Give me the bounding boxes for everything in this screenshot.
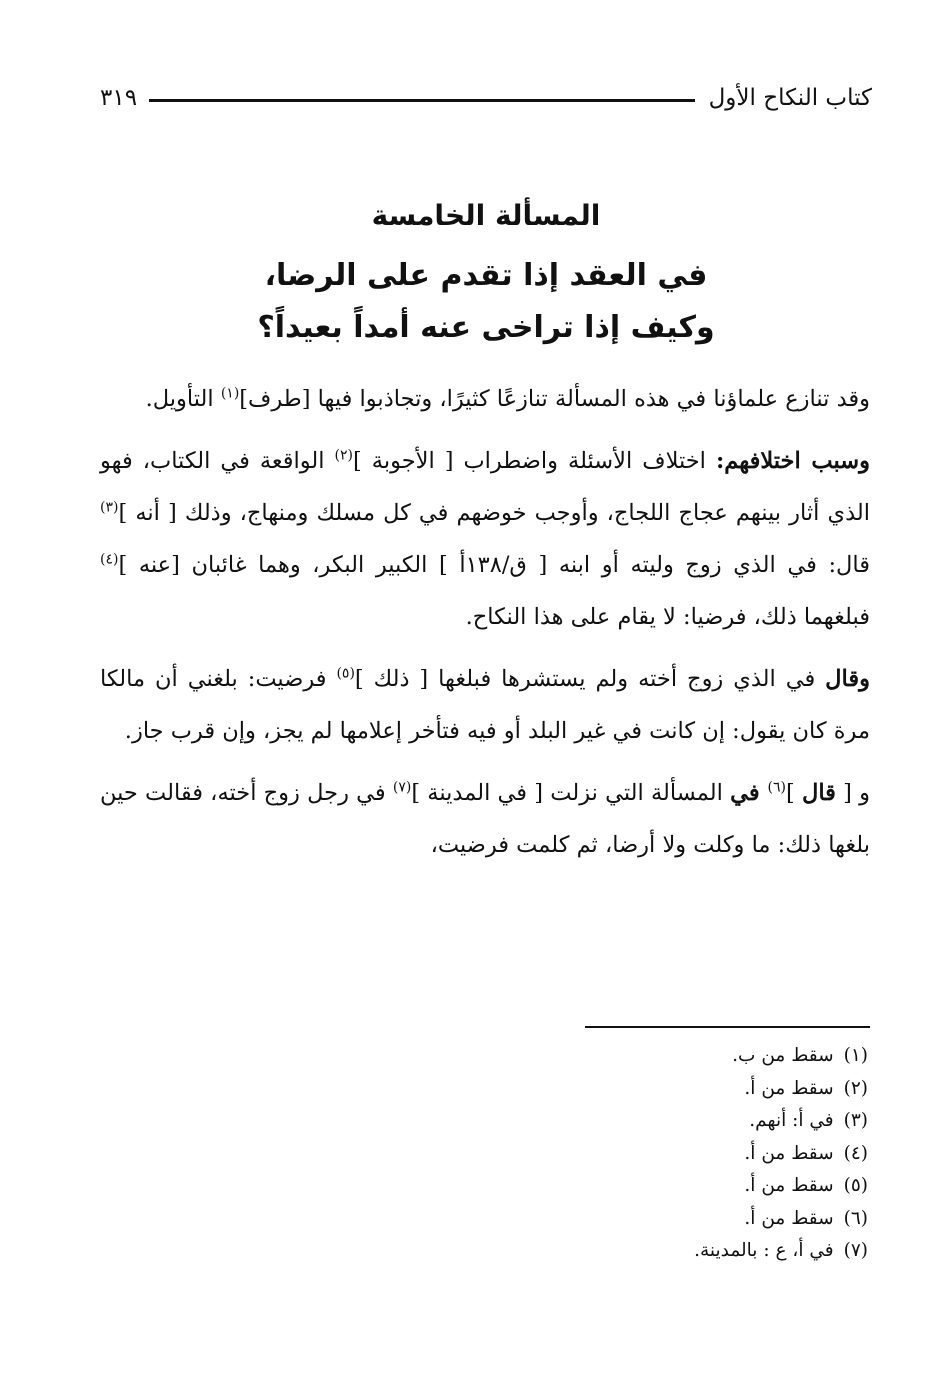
text-run: و [: [835, 780, 870, 806]
footnotes-list: [100, 1040, 868, 1268]
text-run: قال: في الذي زوج وليته أو ابنه [ ق/١٣٨أ ] الكبير البكر، وهما غائبان [عنه ]: [118, 552, 870, 578]
paragraph-lead: قال: [801, 780, 836, 806]
footnote-number: (٧): [843, 1240, 868, 1261]
text-run: الواقعة في الكتاب، فهو الذي أثار بينهم عجاج اللجاج، وأوجب خوضهم في كل مسلك ومنهاج، وذلك [ أنه ]: [100, 448, 870, 526]
footnote-marker: (٣): [100, 499, 119, 516]
text-run: فرضيت: بلغني أن مالكا مرة كان يقول: إن كانت في غير البلد أو فيه فتأخر إعلامها لم يجز، وإن قرب جاز.: [100, 666, 870, 744]
heading-line-1: المسألة الخامسة: [371, 199, 601, 232]
footnote-marker: (٢): [334, 447, 353, 464]
footnote-separator: [585, 1026, 870, 1028]
footnote-number: (١): [843, 1045, 868, 1066]
footnote-marker: (٤): [100, 551, 119, 568]
text-run: التأويل.: [145, 386, 221, 412]
paragraph-4: [100, 767, 870, 871]
footnote-text: سقط من أ.: [744, 1175, 834, 1196]
footnote-number: (٥): [843, 1175, 868, 1196]
footnote-marker: (٥): [336, 665, 355, 682]
text-run: اختلاف الأسئلة واضطراب [ الأجوبة ]: [353, 448, 716, 474]
heading-line-2: في العقد إذا تقدم على الرضا،: [264, 258, 708, 293]
paragraph-lead: في: [730, 780, 768, 806]
footnote-text: سقط من أ.: [744, 1077, 834, 1099]
heading-line-3: وكيف إذا تراخى عنه أمداً بعيداً؟: [257, 310, 715, 345]
footnote-item: [100, 1203, 868, 1236]
text-run: فبلغهما ذلك، فرضيا: لا يقام على هذا النكاح.: [465, 604, 870, 630]
text-run: في رجل زوج أخته، فقالت حين بلغها ذلك: ما وكلت ولا أرضا، ثم كلمت فرضيت،: [100, 780, 870, 858]
text-run: المسألة التي نزلت [ في المدينة ]: [411, 780, 731, 806]
footnote-marker: (٦): [767, 779, 786, 796]
paragraph-3: [100, 653, 870, 757]
footnote-number: (٣): [843, 1110, 868, 1131]
section-heading: [100, 192, 872, 354]
paragraph-lead: وقال: [825, 666, 870, 692]
text-run: وقد تنازع علماؤنا في هذه المسألة تنازعًا كثيرًا، وتجاذبوا فيها [طرف]: [239, 386, 870, 412]
paragraph-lead: وسبب اختلافهم:: [715, 448, 870, 474]
footnote-item: [100, 1105, 868, 1138]
footnote-marker: (٧): [392, 779, 412, 796]
footnote-text: في أ: أنهم.: [749, 1110, 834, 1131]
footnote-text: في أ، ع : بالمدينة.: [694, 1240, 834, 1261]
page-number: ٣١٩: [100, 85, 138, 111]
footnote-text: سقط من أ.: [744, 1142, 834, 1164]
paragraph-2: [100, 435, 870, 643]
footnote-item: [100, 1040, 868, 1073]
footnote-item: [100, 1235, 868, 1268]
book-title: كتاب النكاح الأول: [708, 85, 872, 111]
footnote-number: (٤): [843, 1142, 868, 1164]
paragraph-1: [100, 373, 870, 425]
footnote-item: [100, 1073, 868, 1106]
footnote-text: سقط من ب.: [732, 1045, 834, 1066]
footnote-text: سقط من أ.: [744, 1207, 834, 1229]
text-run: ]: [785, 780, 802, 806]
header-rule: [149, 99, 695, 102]
text-run: في الذي زوج أخته ولم يستشرها فبلغها [ ذلك ]: [354, 666, 826, 692]
footnote-number: (٢): [843, 1077, 868, 1099]
running-header: [100, 78, 872, 118]
footnote-number: (٦): [843, 1207, 868, 1229]
body-text: [100, 373, 870, 881]
footnote-marker: (١): [220, 385, 240, 402]
footnote-item: [100, 1138, 868, 1171]
footnote-item: [100, 1170, 868, 1203]
